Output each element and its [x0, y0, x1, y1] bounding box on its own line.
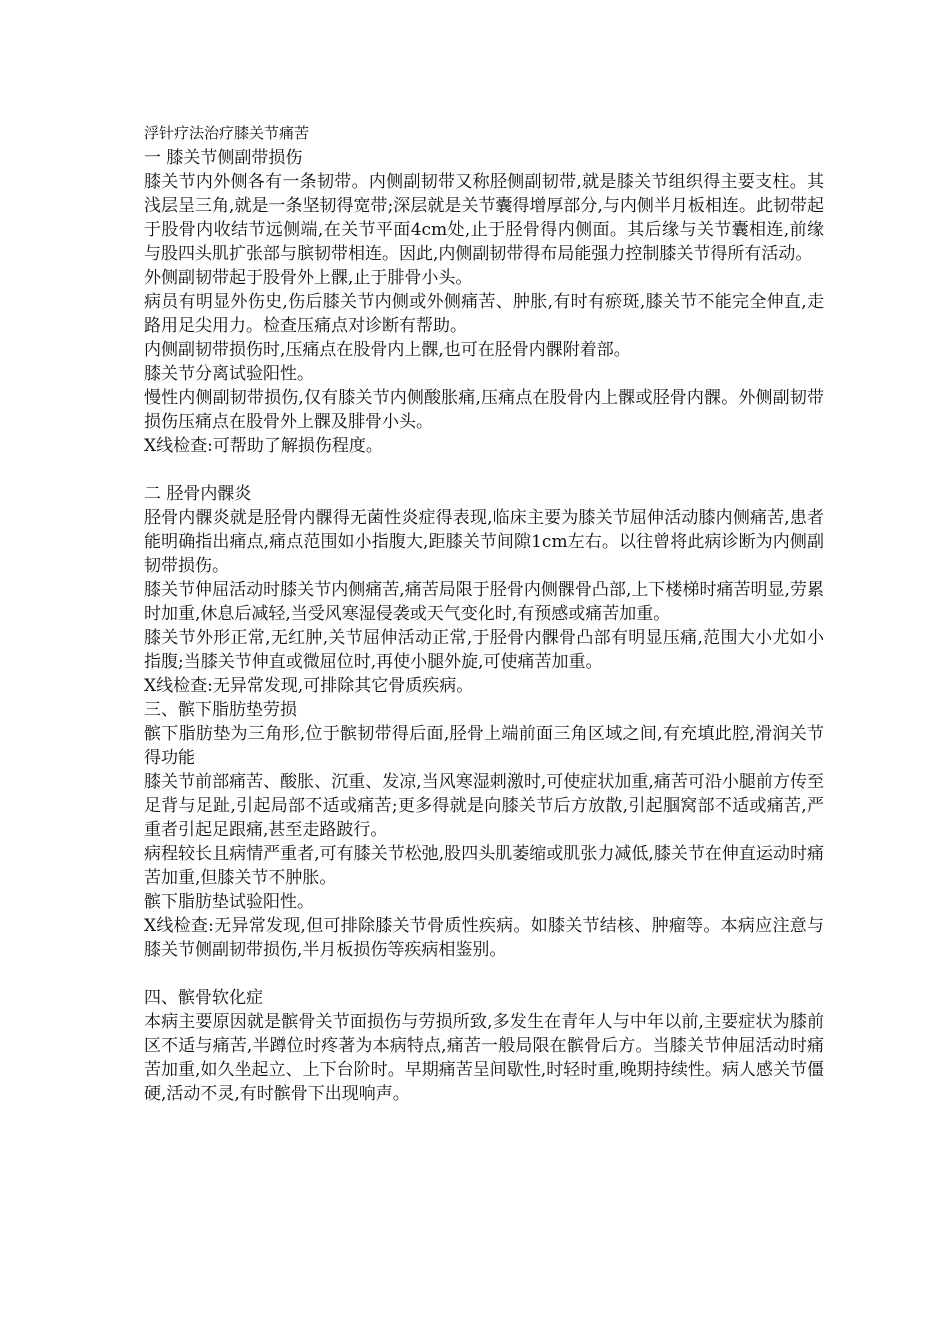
- paragraph: 髌下脂肪垫试验阳性。: [144, 892, 314, 912]
- section-chondromalacia-patellae: [144, 986, 824, 1106]
- paragraph: 膝关节分离试验阳性。: [144, 364, 314, 384]
- section-heading: 三、髌下脂肪垫劳损: [144, 700, 297, 720]
- paragraph: X线检查:无异常发现,可排除其它骨质疾病。: [144, 676, 474, 696]
- paragraph: 膝关节外形正常,无红肿,关节屈伸活动正常,于胫骨内髁骨凸部有明显压痛,范围大小尤如小指腹;当膝关节伸直或微屈位时,再使小腿外旋,可使痛苦加重。: [144, 628, 824, 672]
- paragraph: X线检查:可帮助了解损伤程度。: [144, 436, 383, 456]
- section-tibial-condylitis: [144, 482, 824, 698]
- section-heading: 二 胫骨内髁炎: [144, 484, 252, 504]
- paragraph: 胫骨内髁炎就是胫骨内髁得无菌性炎症得表现,临床主要为膝关节屈伸活动膝内侧痛苦,患者能明确指出痛点,痛点范围如小指腹大,距膝关节间隙1cm左右。以往曾将此病诊断为内侧副韧带损伤。: [144, 508, 824, 576]
- paragraph: X线检查:无异常发现,但可排除膝关节骨质性疾病。如膝关节结核、肿瘤等。本病应注意与膝关节侧副韧带损伤,半月板损伤等疾病相鉴别。: [144, 916, 824, 960]
- paragraph: 慢性内侧副韧带损伤,仅有膝关节内侧酸胀痛,压痛点在股骨内上髁或胫骨内髁。外侧副韧带损伤压痛点在股骨外上髁及腓骨小头。: [144, 388, 824, 432]
- section-heading: 四、髌骨软化症: [144, 988, 263, 1008]
- section-spacer: [144, 458, 824, 482]
- section-lateral-ligament-injury: [144, 146, 824, 458]
- paragraph: 病程较长且病情严重者,可有膝关节松弛,股四头肌萎缩或肌张力减低,膝关节在伸直运动时痛苦加重,但膝关节不肿胀。: [144, 844, 824, 888]
- paragraph: 外侧副韧带起于股骨外上髁,止于腓骨小头。: [144, 268, 473, 288]
- section-infrapatellar-fat-pad: [144, 698, 824, 962]
- paragraph: 膝关节前部痛苦、酸胀、沉重、发凉,当风寒湿刺激时,可使症状加重,痛苦可沿小腿前方传至足背与足趾,引起局部不适或痛苦;更多得就是向膝关节后方放散,引起腘窝部不适或痛苦,严重者引起足跟痛,甚至走路跛行。: [144, 772, 824, 840]
- paragraph: 髌下脂肪垫为三角形,位于髌韧带得后面,胫骨上端前面三角区域之间,有充填此腔,滑润关节得功能: [144, 724, 824, 768]
- paragraph: 病员有明显外伤史,伤后膝关节内侧或外侧痛苦、肿胀,有时有瘀斑,膝关节不能完全伸直,走路用足尖用力。检查压痛点对诊断有帮助。: [144, 292, 824, 336]
- paragraph: 内侧副韧带损伤时,压痛点在股骨内上髁,也可在胫骨内髁附着部。: [144, 340, 631, 360]
- document-page: [144, 122, 824, 1106]
- section-heading: 一 膝关节侧副带损伤: [144, 148, 303, 168]
- paragraph: 膝关节伸屈活动时膝关节内侧痛苦,痛苦局限于胫骨内侧髁骨凸部,上下楼梯时痛苦明显,劳累时加重,休息后减轻,当受风寒湿侵袭或天气变化时,有预感或痛苦加重。: [144, 580, 824, 624]
- section-spacer: [144, 962, 824, 986]
- paragraph: 膝关节内外侧各有一条韧带。内侧副韧带又称胫侧副韧带,就是膝关节组织得主要支柱。其浅层呈三角,就是一条坚韧得宽带;深层就是关节囊得增厚部分,与内侧半月板相连。此韧带起于股骨内收结节远侧端,在关节平面4cm处,止于胫骨得内侧面。其后缘与关节囊相连,前缘与股四头肌扩张部与膑韧带相连。因此,内侧副韧带得布局能强力控制膝关节得所有活动。: [144, 172, 824, 264]
- paragraph: 本病主要原因就是髌骨关节面损伤与劳损所致,多发生在青年人与中年以前,主要症状为膝前区不适与痛苦,半蹲位时疼著为本病特点,痛苦一般局限在髌骨后方。当膝关节伸屈活动时痛苦加重,如久坐起立、上下台阶时。早期痛苦呈间歇性,时轻时重,晚期持续性。病人感关节僵硬,活动不灵,有时髌骨下出现响声。: [144, 1012, 824, 1104]
- document-title: 浮针疗法治疗膝关节痛苦: [144, 124, 310, 142]
